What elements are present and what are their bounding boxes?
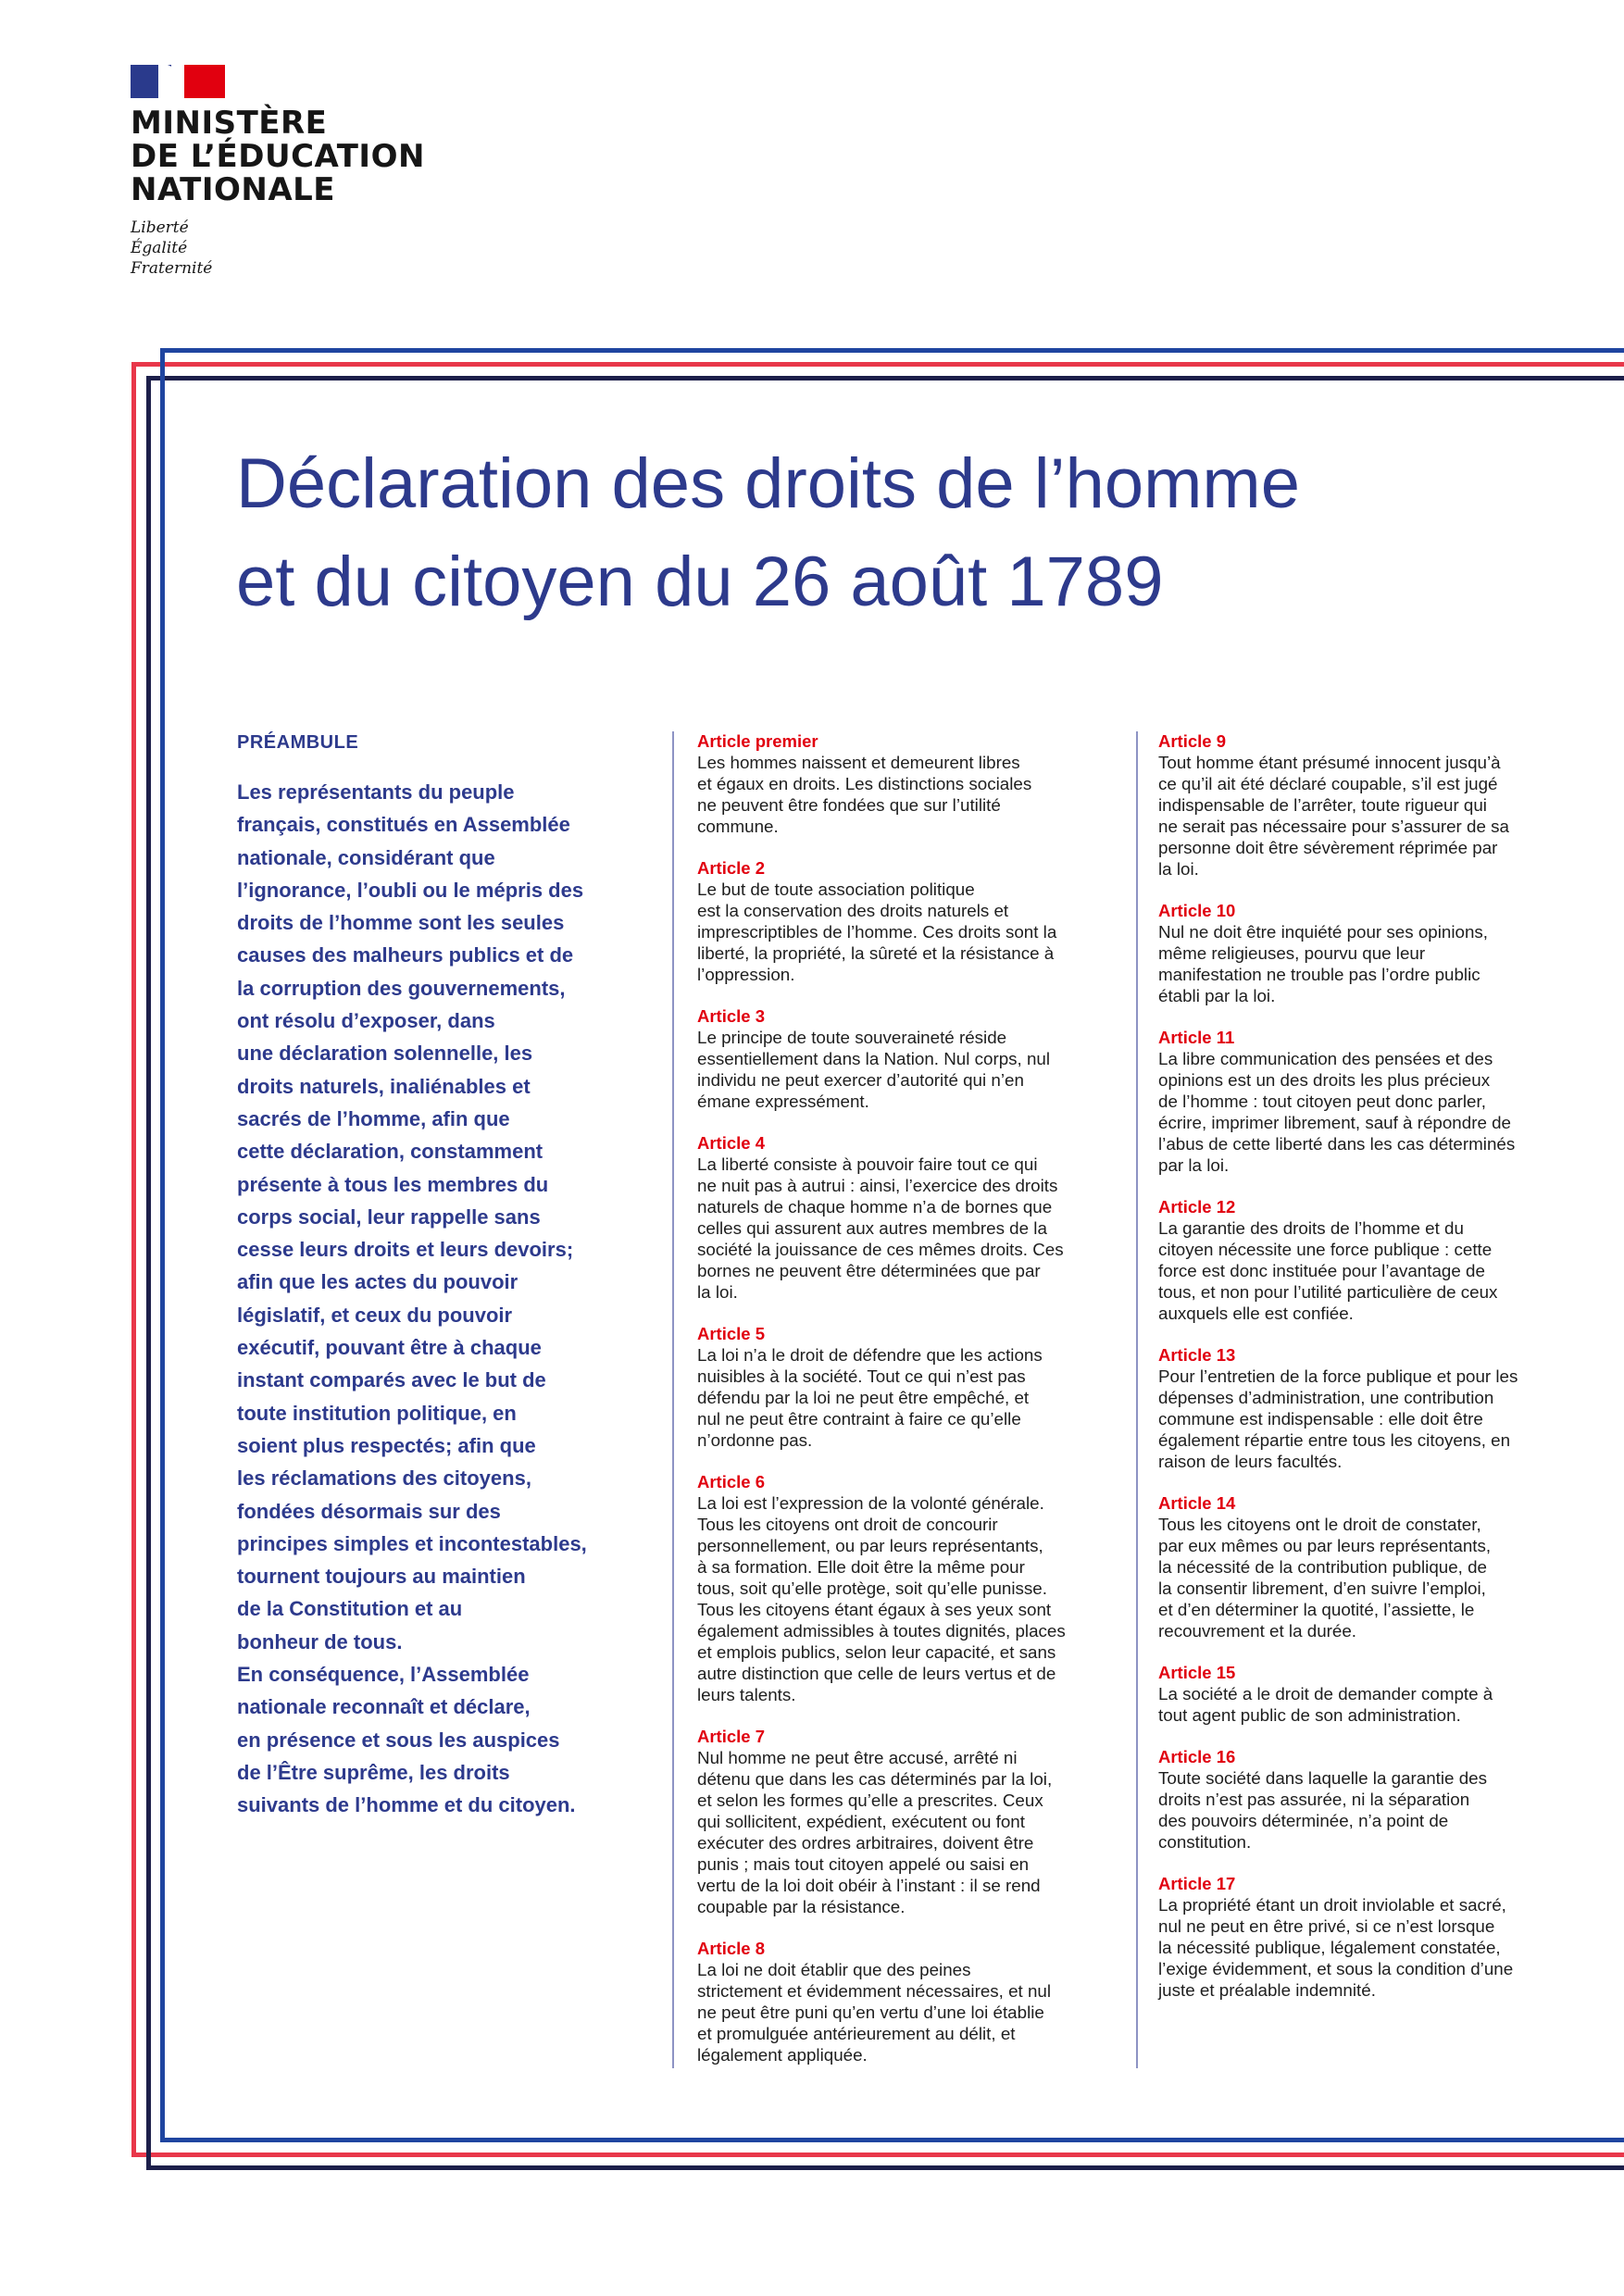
preamble-line: bonheur de tous. [237, 1629, 403, 1653]
article-text [1158, 921, 1566, 1006]
article-line: punis ; mais tout citoyen appelé ou saisi en [697, 1854, 1030, 1874]
article [1158, 901, 1566, 1006]
article-line: ce qu’il ait été déclaré coupable, s’il est jugé [1158, 774, 1498, 793]
article [1158, 1197, 1566, 1324]
article-title: Article 6 [697, 1472, 766, 1491]
article [1158, 1345, 1566, 1472]
article-line: tous, et non pour l’utilité particulière de ceux [1158, 1282, 1498, 1302]
column-divider [672, 731, 674, 2068]
article-line: à sa formation. Elle doit être la même pour [697, 1557, 1025, 1577]
article [1158, 1874, 1566, 2001]
article-line: la loi. [1158, 859, 1199, 879]
article-line: et promulguée antérieurement au délit, et [697, 2024, 1016, 2043]
marianne-profile-icon [158, 65, 184, 98]
page-title [236, 435, 1551, 631]
article [697, 731, 1105, 837]
preamble-line: suivants de l’homme et du citoyen. [237, 1793, 576, 1817]
article-line: individu ne peut exercer d’autorité qui n’en [697, 1070, 1024, 1090]
article-line: et emplois publics, selon leur capacité, et sans [697, 1642, 1056, 1662]
preamble-line: fondées désormais sur des [237, 1499, 501, 1523]
article-line: nul ne peut en être privé, si ce n’est lorsque [1158, 1916, 1495, 1936]
article-line: La libre communication des pensées et des [1158, 1049, 1493, 1068]
motto-line: Liberté [131, 218, 189, 237]
article-line: ne peut être puni qu’en vertu d’une loi établie [697, 2003, 1044, 2022]
article-line: légalement appliquée. [697, 2045, 868, 2065]
preamble-text [237, 776, 617, 1822]
article-title: Article 2 [697, 858, 766, 878]
preamble-line: En conséquence, l’Assemblée [237, 1663, 530, 1687]
article-line: détenu que dans les cas déterminés par la loi, [697, 1769, 1053, 1789]
preamble-line: nationale, considérant que [237, 845, 495, 869]
article-line: La société a le droit de demander compte à [1158, 1684, 1493, 1703]
article-line: Le principe de toute souveraineté réside [697, 1028, 1007, 1047]
preamble-line: présente à tous les membres du [237, 1172, 549, 1196]
article [697, 1133, 1105, 1303]
preamble-line: cette déclaration, constamment [237, 1140, 543, 1164]
article-line: exécuter des ordres arbitraires, doivent être [697, 1833, 1034, 1853]
article-line: Nul homme ne peut être accusé, arrêté ni [697, 1748, 1018, 1767]
article-line: établi par la loi. [1158, 986, 1276, 1005]
article-text [697, 1747, 1105, 1917]
article-line: La loi n’a le droit de défendre que les actions [697, 1345, 1043, 1365]
article-text [697, 1154, 1105, 1303]
article-title: Article 9 [1158, 731, 1227, 751]
article-line: La loi est l’expression de la volonté générale. [697, 1493, 1044, 1513]
article-line: et égaux en droits. Les distinctions sociales [697, 774, 1032, 793]
article-line: également répartie entre tous les citoyens, en [1158, 1430, 1511, 1450]
article-text [697, 1027, 1105, 1112]
column-divider [1136, 731, 1138, 2068]
article-title: Article 11 [1158, 1028, 1235, 1047]
ministry-line: DE L’ÉDUCATION [131, 138, 425, 175]
article-line: la nécessité publique, légalement constatée, [1158, 1938, 1501, 1957]
article-line: Tous les citoyens ont droit de concourir [697, 1515, 998, 1534]
article-line: même religieuses, pourvu que leur [1158, 943, 1426, 963]
article [697, 1472, 1105, 1705]
preamble-line: de la Constitution et au [237, 1597, 463, 1621]
article-line: naturels de chaque homme n’a de bornes que [697, 1197, 1053, 1217]
article-title: Article 4 [697, 1133, 766, 1153]
article-line: strictement et évidemment nécessaires, et nul [697, 1981, 1052, 2001]
preamble-line: exécutif, pouvant être à chaque [237, 1336, 542, 1360]
preamble-line: ont résolu d’exposer, dans [237, 1009, 495, 1033]
article-line: vertu de la loi doit obéir à l’instant : il se rend [697, 1876, 1041, 1895]
article-line: leurs talents. [697, 1685, 796, 1704]
article [1158, 1028, 1566, 1176]
article-text [1158, 1683, 1566, 1726]
article-title: Article 8 [697, 1939, 766, 1958]
article-line: Toute société dans laquelle la garantie des [1158, 1768, 1487, 1788]
article-text [1158, 1514, 1566, 1641]
preamble-line: tournent toujours au maintien [237, 1565, 526, 1589]
preamble-line: corps social, leur rappelle sans [237, 1204, 541, 1229]
preamble-line: nationale reconnaît et déclare, [237, 1695, 531, 1719]
article [1158, 1747, 1566, 1853]
article-line: La loi ne doit établir que des peines [697, 1960, 971, 1979]
article-title: Article 17 [1158, 1874, 1236, 1893]
preamble-line: cesse leurs droits et leurs devoirs; [237, 1238, 574, 1262]
preamble-line: toute institution politique, en [237, 1401, 517, 1425]
article [1158, 731, 1566, 880]
article-line: nuisibles à la société. Tout ce qui n’est pas [697, 1366, 1026, 1386]
preamble-line: de l’Être suprême, les droits [237, 1760, 510, 1784]
ministry-line: NATIONALE [131, 171, 336, 208]
article-text [697, 1492, 1105, 1705]
article-line: Les hommes naissent et demeurent libres [697, 753, 1020, 772]
article-line: Tous les citoyens étant égaux à ses yeux sont [697, 1600, 1052, 1619]
article-line: par la loi. [1158, 1155, 1230, 1175]
article-line: l’oppression. [697, 965, 795, 984]
preamble-line: droits de l’homme sont les seules [237, 911, 565, 935]
article-line: commune est indispensable : elle doit être [1158, 1409, 1483, 1429]
article [697, 1727, 1105, 1917]
article-text [1158, 1217, 1566, 1324]
article-title: Article 5 [697, 1324, 766, 1343]
article [1158, 1493, 1566, 1641]
preamble-line: causes des malheurs publics et de [237, 943, 574, 967]
article-line: émane expressément. [697, 1092, 869, 1111]
article-line: tout agent public de son administration. [1158, 1705, 1461, 1725]
article-title: Article 13 [1158, 1345, 1236, 1365]
preamble-line: en présence et sous les auspices [237, 1728, 560, 1752]
preamble-section [237, 730, 617, 1822]
preamble-line: droits naturels, inaliénables et [237, 1074, 531, 1098]
article-line: n’ordonne pas. [697, 1430, 813, 1450]
ministry-line: MINISTÈRE [131, 105, 328, 142]
articles-column-2 [1158, 731, 1566, 2022]
article-line: également admissibles à toutes dignités, places [697, 1621, 1066, 1641]
article-line: essentiellement dans la Nation. Nul corps, nul [697, 1049, 1051, 1068]
article-line: auxquels elle est confiée. [1158, 1304, 1354, 1323]
article-line: la loi. [697, 1282, 738, 1302]
article-line: La liberté consiste à pouvoir faire tout ce qui [697, 1154, 1038, 1174]
article-line: et selon les formes qu’elle a prescrites. Ceux [697, 1791, 1043, 1810]
preamble-line: la corruption des gouvernements, [237, 976, 566, 1000]
article-line: recouvrement et la durée. [1158, 1621, 1357, 1641]
article-line: manifestation ne trouble pas l’ordre public [1158, 965, 1480, 984]
article-title: Article 15 [1158, 1663, 1236, 1682]
article-title: Article 12 [1158, 1197, 1236, 1217]
article-line: celles qui assurent aux autres membres de la [697, 1218, 1047, 1238]
article-line: droits n’est pas assurée, ni la séparation [1158, 1790, 1470, 1809]
article-title: Article 7 [697, 1727, 766, 1746]
article-line: autre distinction que celle de leurs vertus et de [697, 1664, 1056, 1683]
article [697, 858, 1105, 985]
motto-line: Fraternité [131, 259, 213, 278]
article-line: bornes ne peuvent être déterminées que par [697, 1261, 1041, 1280]
article-line: La propriété étant un droit inviolable et sacré, [1158, 1895, 1506, 1915]
article-line: La garantie des droits de l’homme et du [1158, 1218, 1464, 1238]
marianne-flag-icon [131, 65, 225, 98]
article-text [697, 1344, 1105, 1451]
article-text [697, 879, 1105, 985]
preamble-line: soient plus respectés; afin que [237, 1433, 536, 1457]
article-title: Article 14 [1158, 1493, 1236, 1513]
article-line: personnellement, ou par leurs représentants, [697, 1536, 1043, 1555]
articles-column-1 [697, 731, 1105, 2087]
republic-motto [131, 218, 425, 279]
article-title: Article 3 [697, 1006, 766, 1026]
article-line: constitution. [1158, 1832, 1252, 1852]
article-line: opinions est un des droits les plus précieux [1158, 1070, 1491, 1090]
article-text [1158, 1366, 1566, 1472]
article-title: Article 10 [1158, 901, 1236, 920]
article-line: écrire, imprimer librement, sauf à répondre de [1158, 1113, 1511, 1132]
article-line: Le but de toute association politique [697, 880, 975, 899]
preamble-line: une déclaration solennelle, les [237, 1042, 533, 1066]
article-line: dépenses d’administration, une contribution [1158, 1388, 1494, 1407]
title-line: et du citoyen du 26 août 1789 [236, 543, 1164, 621]
article-line: juste et préalable indemnité. [1158, 1980, 1376, 2000]
article-text [697, 1959, 1105, 2065]
article-line: citoyen nécessite une force publique : cette [1158, 1240, 1493, 1259]
article-text [1158, 1894, 1566, 2001]
article-text [697, 752, 1105, 837]
preamble-line: instant comparés avec le but de [237, 1368, 546, 1392]
article-line: raison de leurs facultés. [1158, 1452, 1343, 1471]
preamble-line: l’ignorance, l’oubli ou le mépris des [237, 878, 584, 902]
article-line: personne doit être sévèrement réprimée par [1158, 838, 1498, 857]
preamble-line: législatif, et ceux du pouvoir [237, 1303, 513, 1327]
article-line: l’exige évidemment, et sous la condition d’une [1158, 1959, 1514, 1978]
article-line: la consentir librement, d’en suivre l’emploi, [1158, 1578, 1486, 1598]
article-text [1158, 1048, 1566, 1176]
ministry-logo [131, 65, 425, 279]
article-line: imprescriptibles de l’homme. Ces droits sont la [697, 922, 1057, 942]
article-line: indispensable de l’arrêter, toute rigueur qui [1158, 795, 1487, 815]
preamble-line: afin que les actes du pouvoir [237, 1270, 518, 1294]
preamble-line: principes simples et incontestables, [237, 1531, 587, 1555]
article-line: Tous les citoyens ont le droit de constater, [1158, 1515, 1481, 1534]
preamble-heading: PRÉAMBULE [237, 732, 359, 753]
article-line: de l’homme : tout citoyen peut donc parler, [1158, 1092, 1486, 1111]
article-title: Article 16 [1158, 1747, 1236, 1766]
article-line: nul ne peut être contraint à faire ce qu’elle [697, 1409, 1021, 1429]
article-title: Article premier [697, 731, 818, 751]
article-line: liberté, la propriété, la sûreté et la résistance à [697, 943, 1055, 963]
article-line: ne serait pas nécessaire pour s’assurer de sa [1158, 817, 1509, 836]
article-line: ne peuvent être fondées que sur l’utilité [697, 795, 1001, 815]
article-line: des pouvoirs déterminée, n’a point de [1158, 1811, 1449, 1830]
article-line: coupable par la résistance. [697, 1897, 906, 1916]
article-line: qui sollicitent, expédient, exécutent ou font [697, 1812, 1025, 1831]
preamble-line: les réclamations des citoyens, [237, 1466, 531, 1491]
article-line: la nécessité de la contribution publique, de [1158, 1557, 1488, 1577]
article [697, 1006, 1105, 1112]
title-line: Déclaration des droits de l’homme [236, 444, 1300, 523]
article-text [1158, 752, 1566, 880]
article-line: Tout homme étant présumé innocent jusqu’à [1158, 753, 1501, 772]
article-line: Nul ne doit être inquiété pour ses opinions, [1158, 922, 1489, 942]
article-line: Pour l’entretien de la force publique et pour les [1158, 1366, 1518, 1386]
article-line: par eux mêmes ou par leurs représentants, [1158, 1536, 1492, 1555]
article-line: l’abus de cette liberté dans les cas déterminés [1158, 1134, 1516, 1154]
article-line: force est donc instituée pour l’avantage de [1158, 1261, 1485, 1280]
preamble-line: français, constitués en Assemblée [237, 813, 570, 837]
article-text [1158, 1767, 1566, 1853]
ministry-name [131, 106, 425, 206]
article-line: société la jouissance de ces mêmes droits. Ces [697, 1240, 1064, 1259]
article-line: tous, soit qu’elle protège, soit qu’elle punisse. [697, 1578, 1047, 1598]
preamble-line: Les représentants du peuple [237, 780, 515, 804]
article [697, 1939, 1105, 2065]
article-line: ne nuit pas à autrui : ainsi, l’exercice des droits [697, 1176, 1058, 1195]
article [1158, 1663, 1566, 1726]
preamble-line: sacrés de l’homme, afin que [237, 1106, 510, 1130]
article-line: commune. [697, 817, 779, 836]
article-line: défendu par la loi ne peut être empêché, et [697, 1388, 1030, 1407]
article-line: est la conservation des droits naturels et [697, 901, 1009, 920]
article [697, 1324, 1105, 1451]
motto-line: Égalité [131, 239, 188, 257]
article-line: et d’en déterminer la quotité, l’assiette, le [1158, 1600, 1475, 1619]
